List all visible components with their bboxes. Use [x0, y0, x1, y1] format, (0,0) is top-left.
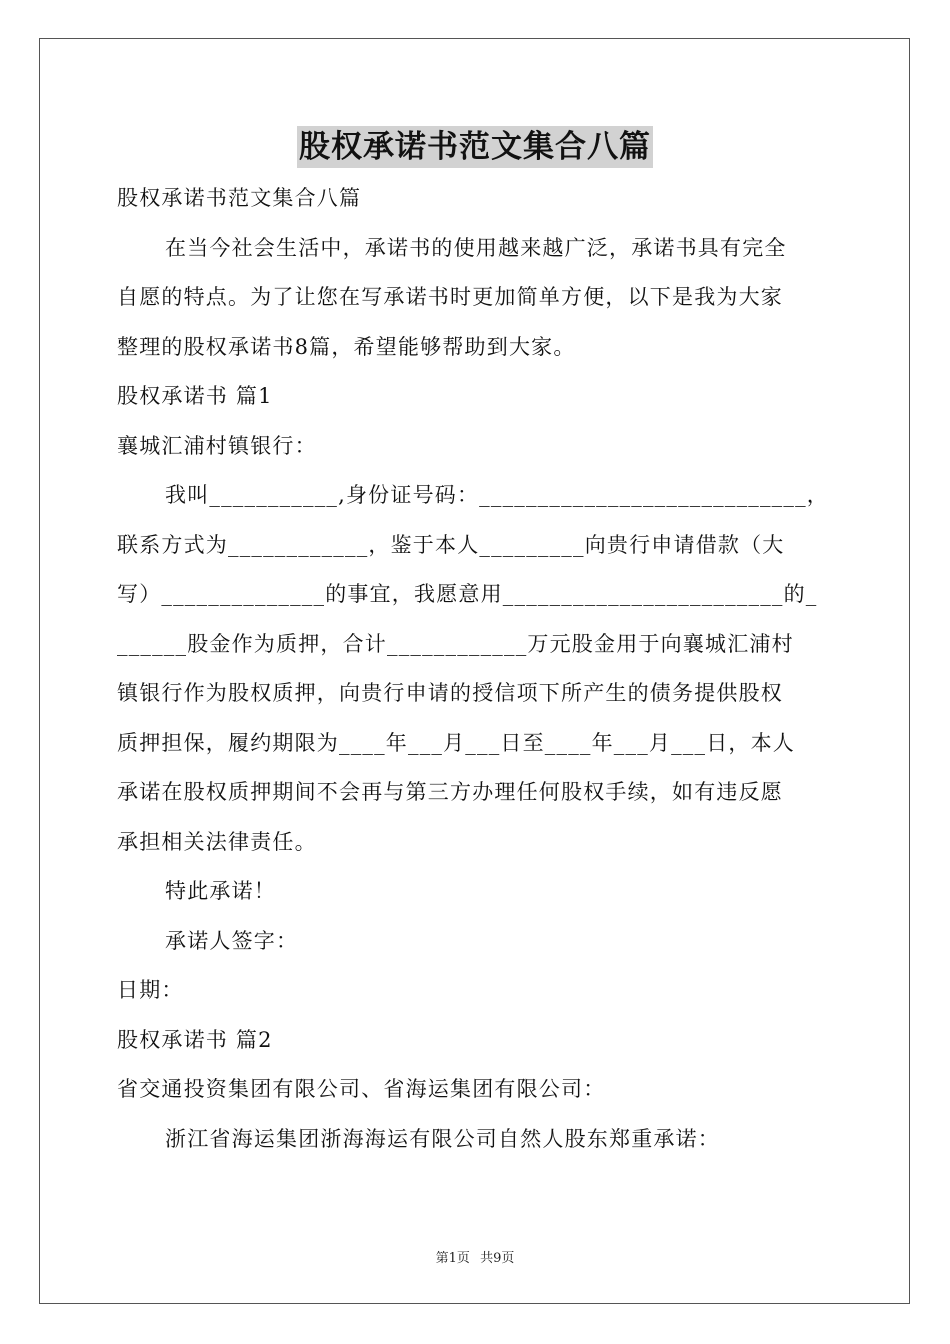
addressee-line: 襄城汇浦村镇银行： [117, 433, 317, 458]
paragraph-line: 自愿的特点。为了让您在写承诺书时更加简单方便，以下是我为大家 [117, 285, 783, 309]
paragraph-line: ______股金作为质押，合计____________万元股金用于向襄城汇浦村 [117, 631, 794, 656]
paragraph-line: 整理的股权承诺书8篇，希望能够帮助到大家。 [117, 334, 576, 359]
paragraph-line: 浙江省海运集团浙海海运有限公司自然人股东郑重承诺： [165, 1126, 720, 1151]
paragraph-line: 我叫___________,身份证号码：____________________________， [165, 483, 829, 507]
paragraph-line: 写）______________的事宜，我愿意用________________________的_ [117, 582, 818, 606]
signature-line: 承诺人签字： [165, 928, 299, 953]
paragraph-line: 承担相关法律责任。 [117, 829, 317, 854]
paragraph-line: 镇银行作为股权质押，向贵行申请的授信项下所产生的债务提供股权 [117, 681, 783, 705]
closing-line: 特此承诺！ [165, 879, 276, 903]
document-body [117, 174, 835, 1164]
document-title: 股权承诺书范文集合八篇 [297, 126, 653, 168]
page-number: 第1页 [435, 1251, 470, 1266]
section-heading: 股权承诺书 篇2 [117, 1027, 273, 1052]
paragraph-line: 质押担保，履约期限为____年___月___日至____年___月___日，本人 [117, 730, 795, 755]
addressee-line: 省交通投资集团有限公司、省海运集团有限公司： [117, 1077, 606, 1101]
page-total: 共9页 [480, 1251, 515, 1266]
date-line: 日期： [117, 978, 184, 1002]
subtitle-line: 股权承诺书范文集合八篇 [117, 186, 362, 210]
title-container [0, 126, 950, 168]
section-heading: 股权承诺书 篇1 [117, 384, 273, 408]
paragraph-line: 联系方式为____________，鉴于本人_________向贵行申请借款（大 [117, 532, 785, 557]
paragraph-line: 在当今社会生活中，承诺书的使用越来越广泛，承诺书具有完全 [165, 235, 787, 260]
page-footer [0, 1247, 950, 1266]
paragraph-line: 承诺在股权质押期间不会再与第三方办理任何股权手续，如有违反愿 [117, 780, 783, 804]
